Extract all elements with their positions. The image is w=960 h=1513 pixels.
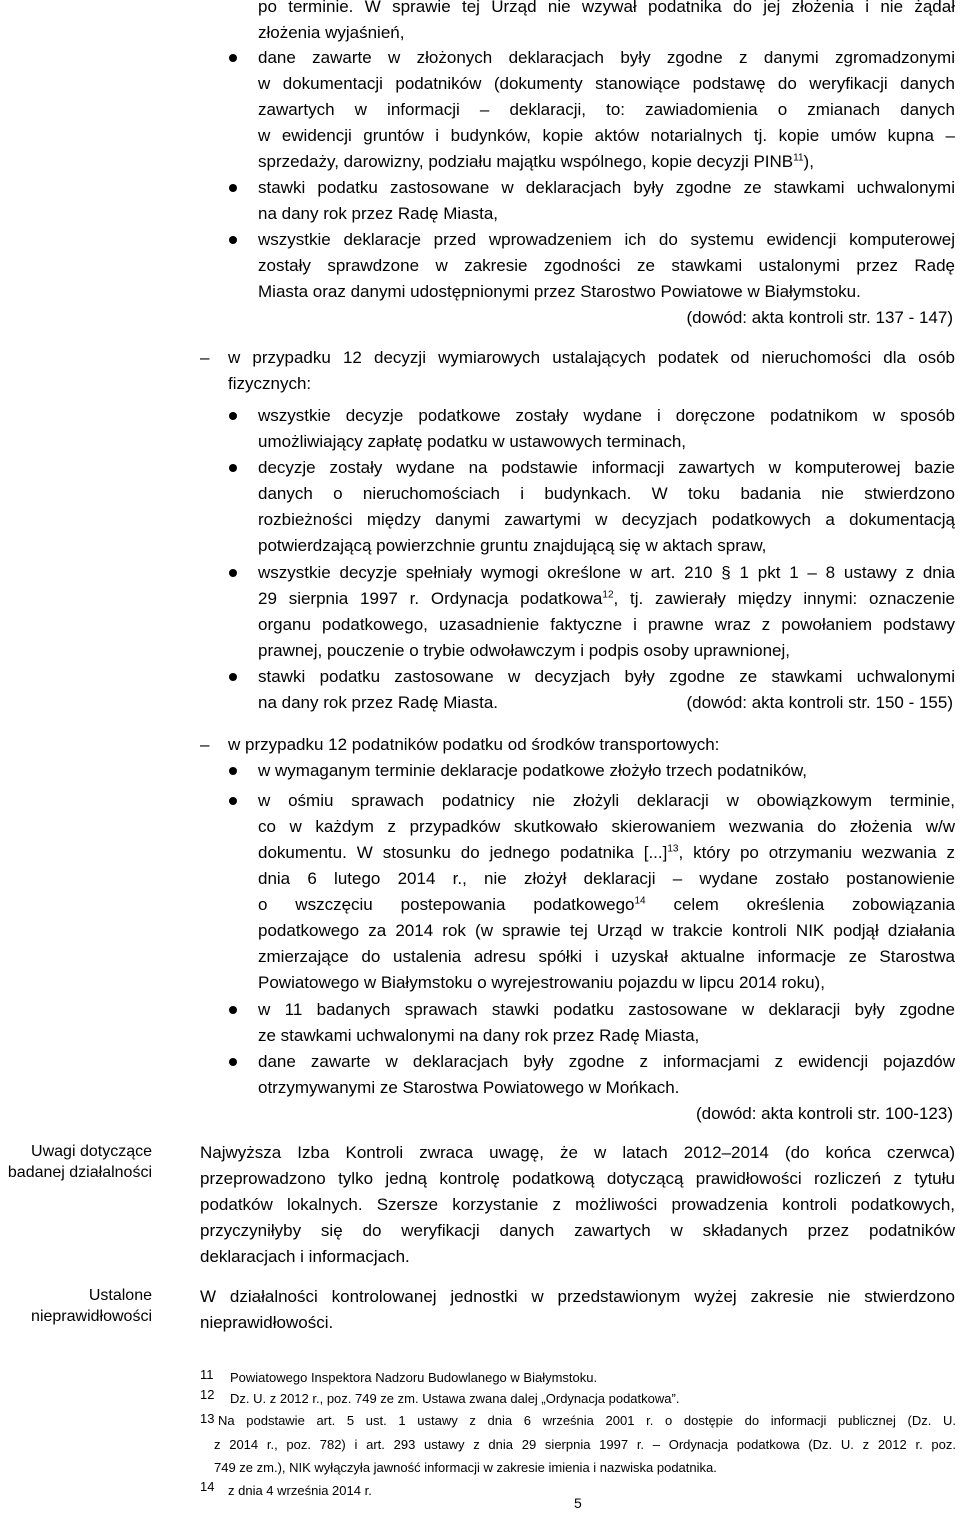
text-line: danych o nieruchomościach i budynkach. W toku badania nie stwierdzono [258, 484, 955, 503]
text-line: zmierzające do ustalenia adresu spółki i uzyskał aktualne informacje ze Starostwa [258, 947, 955, 966]
footnote-text: Powiatowego Inspektora Nadzoru Budowlanego w Białymstoku. [230, 1370, 598, 1385]
page-number: 5 [574, 1495, 582, 1511]
text-line: przeprowadzono tylko jedną kontrolę podatkową dotyczącą prawidłowości rozliczeń z tytułu [200, 1169, 955, 1188]
text-line: na dany rok przez Radę Miasta, [258, 204, 499, 223]
text-line: w przypadku 12 decyzji wymiarowych ustalających podatek od nieruchomości dla osób [228, 348, 955, 367]
footnote-ref: 12 [602, 589, 614, 601]
text-line: nieprawidłowości. [200, 1313, 334, 1332]
margin-label-ustalone: Ustalone nieprawidłowości [31, 1287, 152, 1325]
text-line: rozbieżności między danymi zawartymi w decyzjach podatkowych a dokumentacją [258, 510, 955, 529]
text-line: 29 sierpnia 1997 r. Ordynacja podatkowa$^{12}$, tj. zawierały między innymi: oznaczenie [258, 589, 955, 608]
text-line: Najwyższa Izba Kontroli zwraca uwagę, że w latach 2012–2014 (do końca czerwca) [200, 1143, 955, 1162]
bullet [229, 412, 237, 420]
section-sign: § [721, 563, 731, 582]
dash-marker: – [200, 735, 210, 754]
text-line: w przypadku 12 podatników podatku od środków transportowych: [228, 735, 720, 754]
text-line: dane zawarte w deklaracjach były zgodne z informacjami z ewidencji pojazdów [258, 1052, 955, 1071]
footnote-text: z dnia 4 września 2014 r. [228, 1483, 372, 1498]
text-line: organu podatkowego, uzasadnienie faktyczne i prawne wraz z powołaniem podstawy [258, 615, 955, 634]
text-line: złożenia wyjaśnień, [258, 23, 405, 42]
text-line: stawki podatku zastosowane w decyzjach były zgodne ze stawkami uchwalonymi [258, 667, 955, 686]
footnote-text: Dz. U. z 2012 r., poz. 749 ze zm. Ustawa zwana dalej „Ordynacja podatkowa”. [230, 1391, 680, 1406]
bullet [229, 1006, 237, 1014]
bullet [229, 464, 237, 472]
text-line: wszystkie decyzje spełniały wymogi określone w art. 210 § 1 pkt 1 – 8 ustawy z dnia [258, 563, 955, 582]
bullet [229, 54, 237, 62]
dash-marker: – [200, 348, 210, 367]
bullet [229, 673, 237, 681]
text-line: po terminie. W sprawie tej Urząd nie wzywał podatnika do jej złożenia i nie żądał [258, 0, 955, 16]
bullet [229, 184, 237, 192]
evidence-reference: (dowód: akta kontroli str. 100-123) [695, 1104, 953, 1123]
margin-label-uwagi: Uwagi dotyczące badanej działalności [7, 1143, 152, 1181]
text-line: otrzymywanymi ze Starostwa Powiatowego w Mońkach. [258, 1078, 680, 1097]
text-line: wszystkie decyzje podatkowe zostały wydane i doręczone podatnikom w sposób [258, 406, 955, 425]
evidence-reference: (dowód: akta kontroli str. 137 - 147) [686, 308, 953, 327]
text-line: Miasta oraz danymi udostępnionymi przez Starostwo Powiatowe w Białymstoku. [258, 282, 861, 301]
text-line: decyzje zostały wydane na podstawie informacji zawartych w komputerowej bazie [258, 458, 955, 477]
evidence-reference: (dowód: akta kontroli str. 150 - 155) [686, 693, 953, 712]
text-line: podatków lokalnych. Szersze korzystanie z możliwości prowadzenia kontroli podatkowych, [200, 1195, 955, 1214]
footnote-text: Na podstawie art. 5 ust. 1 ustawy z dnia 6 września 2001 r. o dostępie do informacji publicznej (Dz. U. [218, 1413, 956, 1428]
bullet [229, 1058, 237, 1066]
text-line: dane zawarte w złożonych deklaracjach były zgodne z danymi zgromadzonymi [258, 48, 955, 67]
text-line: w wymaganym terminie deklaracje podatkowe złożyło trzech podatników, [258, 761, 807, 780]
footnote-text: z 2014 r., poz. 782) i art. 293 ustawy z dnia 29 sierpnia 1997 r. – Ordynacja podatkowa (Dz. U. z 2012 r. poz. [214, 1437, 956, 1452]
text-line: przyczyniłyby się do weryfikacji danych zawartych w składanych przez podatników [200, 1221, 955, 1240]
text-line: sprzedaży, darowizny, podziału majątku wspólnego, kopie decyzji PINB$^{11}$), [258, 152, 814, 171]
text-line: w ośmiu sprawach podatnicy nie złożyli deklaracji w obowiązkowym terminie, [258, 791, 955, 810]
footnote-number: 11 [200, 1367, 214, 1382]
text-line: prawnej, pouczenie o trybie odwoławczym i podpis osoby uprawnionej, [258, 641, 791, 660]
text-line: W działalności kontrolowanej jednostki w przedstawionym wyżej zakresie nie stwierdzono [200, 1287, 955, 1306]
text-line: podatkowego za 2014 rok (w sprawie tej Urząd w trakcie kontroli NIK podjął działania [258, 921, 955, 940]
text-line: dnia 6 lutego 2014 r., nie złożył deklaracji – wydane zostało postanowienie [258, 869, 955, 888]
text-line: w ewidencji gruntów i budynków, kopie aktów notarialnych tj. kopie umów kupna – [258, 126, 955, 145]
text-line: fizycznych: [228, 374, 312, 393]
text-line: wszystkie deklaracje przed wprowadzeniem ich do systemu ewidencji komputerowej [258, 230, 955, 249]
text-line: dokumentu. W stosunku do jednego podatnika [...]$^{13}$, który po otrzymaniu wezwania z [258, 843, 955, 862]
text-line: Powiatowego w Białymstoku o wyrejestrowaniu pojazdu w lipcu 2014 roku), [258, 973, 825, 992]
footnote-ref: 13 [667, 843, 679, 855]
text-line: stawki podatku zastosowane w deklaracjach były zgodne ze stawkami uchwalonymi [258, 178, 955, 197]
footnote-number: 14 [200, 1479, 215, 1494]
footnote-text: 749 ze zm.), NIK wyłączyła jawność informacji w zakresie imienia i nazwiska podatnika. [214, 1460, 717, 1475]
text-line: deklaracjach i informacjach. [200, 1247, 410, 1266]
text-line: na dany rok przez Radę Miasta. [258, 693, 499, 712]
bullet [229, 236, 237, 244]
footnote-number: 13 [200, 1411, 215, 1426]
text-line: umożliwiający zapłatę podatku w ustawowych terminach, [258, 432, 687, 451]
text-line: co w każdym z przypadków skutkowało skierowaniem wezwania do złożenia w/w [258, 817, 955, 836]
bullet [229, 767, 237, 775]
text-line: zostały sprawdzone w zakresie zgodności ze stawkami ustalonymi przez Radę [258, 256, 955, 275]
bullet [229, 569, 237, 577]
footnote-ref: 14 [634, 895, 646, 907]
text-line: zawartych w informacji – deklaracji, to: zawiadomienia o zmianach danych [258, 100, 955, 119]
text-line: w 11 badanych sprawach stawki podatku zastosowane w deklaracji były zgodne [258, 1000, 955, 1019]
text-line: w dokumentacji podatników (dokumenty stanowiące podstawę do weryfikacji danych [258, 74, 955, 93]
text-line: potwierdzającą powierzchnie gruntu znajdującą się w aktach spraw, [258, 536, 767, 555]
footnote-ref: 11 [793, 152, 804, 164]
bullet [229, 797, 237, 805]
text-line: ze stawkami uchwalonymi na dany rok przez Radę Miasta, [258, 1026, 700, 1045]
text-line: o wszczęciu postepowania podatkowego$^{14}$ celem określenia zobowiązania [258, 895, 955, 914]
footnote-number: 12 [200, 1387, 215, 1402]
